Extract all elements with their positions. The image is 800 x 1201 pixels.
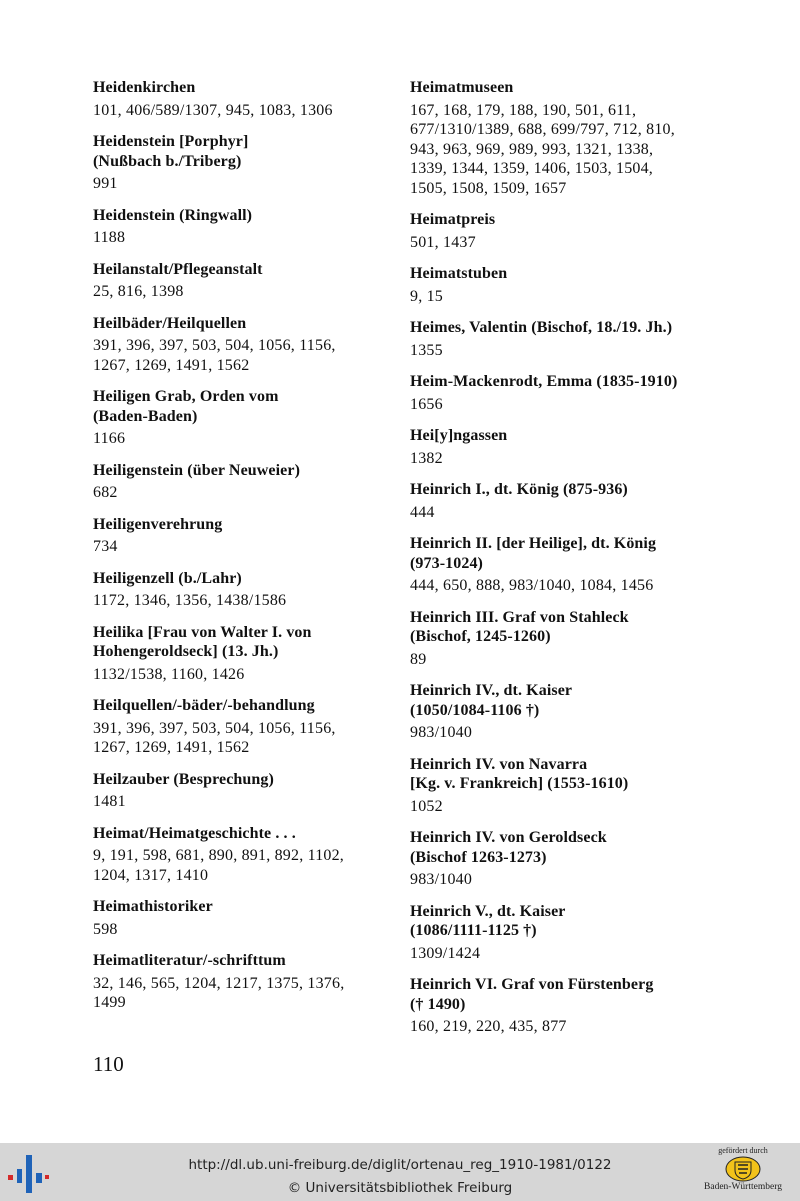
sponsor-logo [688, 1144, 798, 1200]
index-entry [93, 314, 383, 376]
entry-page-references: 501, 1437 [410, 233, 476, 251]
index-entry [93, 623, 383, 685]
index-entry [93, 770, 383, 812]
entry-heading: Heinrich VI. Graf von Fürstenberg († 1490) [410, 976, 654, 1013]
entry-heading: Heinrich IV. von Navarra [Kg. v. Frankreich] (1553-1610) [410, 755, 629, 792]
entry-heading: Heimatstuben [410, 265, 508, 282]
entry-heading: Heimat/Heimatgeschichte . . . [93, 824, 296, 842]
entry-page-references: 391, 396, 397, 503, 504, 1056, 1156, 1267, 1269, 1491, 1562 [93, 719, 336, 756]
document-url-link[interactable]: http://dl.ub.uni-freiburg.de/diglit/ortenau_reg_1910-1981/0122 [188, 1157, 612, 1173]
entry-heading: Heim-Mackenrodt, Emma (1835-1910) [410, 373, 678, 390]
entry-page-references: 444, 650, 888, 983/1040, 1084, 1456 [410, 577, 654, 594]
index-entry [93, 824, 383, 886]
index-entry [93, 696, 383, 758]
entry-heading: Heilanstalt/Pflegeanstalt [93, 260, 263, 278]
viewer-footer [0, 1143, 800, 1201]
entry-page-references: 1188 [93, 229, 126, 246]
index-entry [410, 210, 740, 252]
entry-page-references: 1481 [93, 793, 126, 810]
index-entry [410, 318, 740, 360]
entry-page-references: 167, 168, 179, 188, 190, 501, 611, 677/1310/1389, 688, 699/797, 712, 810, 943, 963, 969, 989, 993, 1321, 1338, 1339, 1344, 1359, 1406, 1503, 1504, 1505, 1508, 1509, 1657 [410, 101, 675, 197]
entry-heading: Heimatliteratur/-schrifttum [93, 952, 286, 969]
entry-heading: Hei[y]ngassen [410, 427, 508, 444]
entry-page-references: 983/1040 [410, 871, 473, 888]
index-entry [410, 755, 740, 817]
index-entry [410, 264, 740, 306]
index-entry [93, 461, 383, 503]
entry-page-references: 1052 [410, 797, 443, 815]
entry-page-references: 1656 [410, 395, 443, 413]
index-entry [410, 902, 740, 964]
index-entry [93, 951, 383, 1013]
entry-page-references: 25, 816, 1398 [93, 283, 184, 300]
entry-page-references: 391, 396, 397, 503, 504, 1056, 1156, 1267, 1269, 1491, 1562 [93, 337, 336, 374]
entry-heading: Heinrich II. [der Heilige], dt. König (973-1024) [410, 535, 657, 572]
entry-page-references: 160, 219, 220, 435, 877 [410, 1018, 567, 1035]
entry-page-references: 89 [410, 650, 427, 668]
index-entry [93, 132, 383, 194]
entry-heading: Heidenstein (Ringwall) [93, 206, 253, 224]
entry-heading: Heiligenverehrung [93, 515, 223, 533]
index-entry [410, 975, 740, 1037]
sponsor-name: Baden-Württemberg [704, 1182, 782, 1192]
entry-page-references: 983/1040 [410, 724, 473, 741]
entry-page-references: 9, 191, 598, 681, 890, 891, 892, 1102, 1204, 1317, 1410 [93, 847, 345, 884]
entry-page-references: 598 [93, 920, 118, 938]
index-entry [410, 608, 740, 670]
index-entry [93, 78, 383, 120]
index-entry [410, 426, 740, 468]
entry-heading: Heidenkirchen [93, 79, 196, 96]
entry-heading: Heinrich IV., dt. Kaiser (1050/1084-1106 †) [410, 682, 573, 719]
entry-page-references: 1132/1538, 1160, 1426 [93, 665, 245, 683]
index-column-right [410, 78, 740, 1049]
index-entry [410, 534, 740, 596]
entry-page-references: 1355 [410, 341, 443, 359]
index-entry [93, 897, 383, 939]
index-entry [410, 480, 740, 522]
entry-heading: Heinrich IV. von Geroldseck (Bischof 1263-1273) [410, 829, 607, 866]
state-coat-of-arms-icon [725, 1156, 761, 1182]
entry-heading: Heimatmuseen [410, 79, 514, 96]
entry-heading: Heidenstein [Porphyr] (Nußbach b./Triberg) [93, 133, 249, 170]
entry-heading: Heiligenstein (über Neuweier) [93, 461, 301, 479]
entry-page-references: 101, 406/589/1307, 945, 1083, 1306 [93, 101, 333, 119]
entry-page-references: 9, 15 [410, 287, 443, 305]
entry-heading: Heimatpreis [410, 211, 496, 228]
entry-heading: Heimathistoriker [93, 898, 213, 915]
entry-page-references: 1309/1424 [410, 944, 481, 962]
index-entry [93, 515, 383, 557]
index-entry [93, 569, 383, 611]
entry-page-references: 682 [93, 484, 118, 501]
entry-heading: Heimes, Valentin (Bischof, 18./19. Jh.) [410, 319, 673, 336]
sponsor-caption: gefördert durch [718, 1146, 768, 1155]
index-entry [93, 260, 383, 302]
index-entry [410, 681, 740, 743]
entry-heading: Heiligen Grab, Orden vom (Baden-Baden) [93, 388, 279, 425]
copyright-text: © Universitätsbibliothek Freiburg [287, 1180, 513, 1196]
entry-heading: Heiligenzell (b./Lahr) [93, 569, 242, 587]
index-entry [93, 387, 383, 449]
entry-heading: Heilika [Frau von Walter I. von Hohengeroldseck] (13. Jh.) [93, 623, 312, 660]
entry-page-references: 1382 [410, 449, 443, 467]
entry-heading: Heinrich V., dt. Kaiser (1086/1111-1125 †) [410, 902, 566, 939]
entry-page-references: 444 [410, 503, 435, 521]
index-entry [410, 372, 740, 414]
entry-heading: Heilquellen/-bäder/-behandlung [93, 697, 315, 714]
index-entry [410, 78, 740, 198]
page-number: 110 [93, 1052, 124, 1076]
index-column-left [93, 78, 383, 1025]
index-entry [93, 206, 383, 248]
entry-page-references: 734 [93, 538, 118, 555]
entry-page-references: 1172, 1346, 1356, 1438/1586 [93, 592, 287, 609]
entry-heading: Heinrich III. Graf von Stahleck (Bischof, 1245-1260) [410, 608, 629, 645]
index-entry [410, 828, 740, 890]
entry-page-references: 1166 [93, 430, 126, 447]
entry-heading: Heilbäder/Heilquellen [93, 314, 247, 332]
entry-heading: Heinrich I., dt. König (875-936) [410, 481, 628, 498]
entry-page-references: 991 [93, 175, 118, 192]
entry-page-references: 32, 146, 565, 1204, 1217, 1375, 1376, 1499 [93, 974, 345, 1011]
entry-heading: Heilzauber (Besprechung) [93, 770, 274, 788]
